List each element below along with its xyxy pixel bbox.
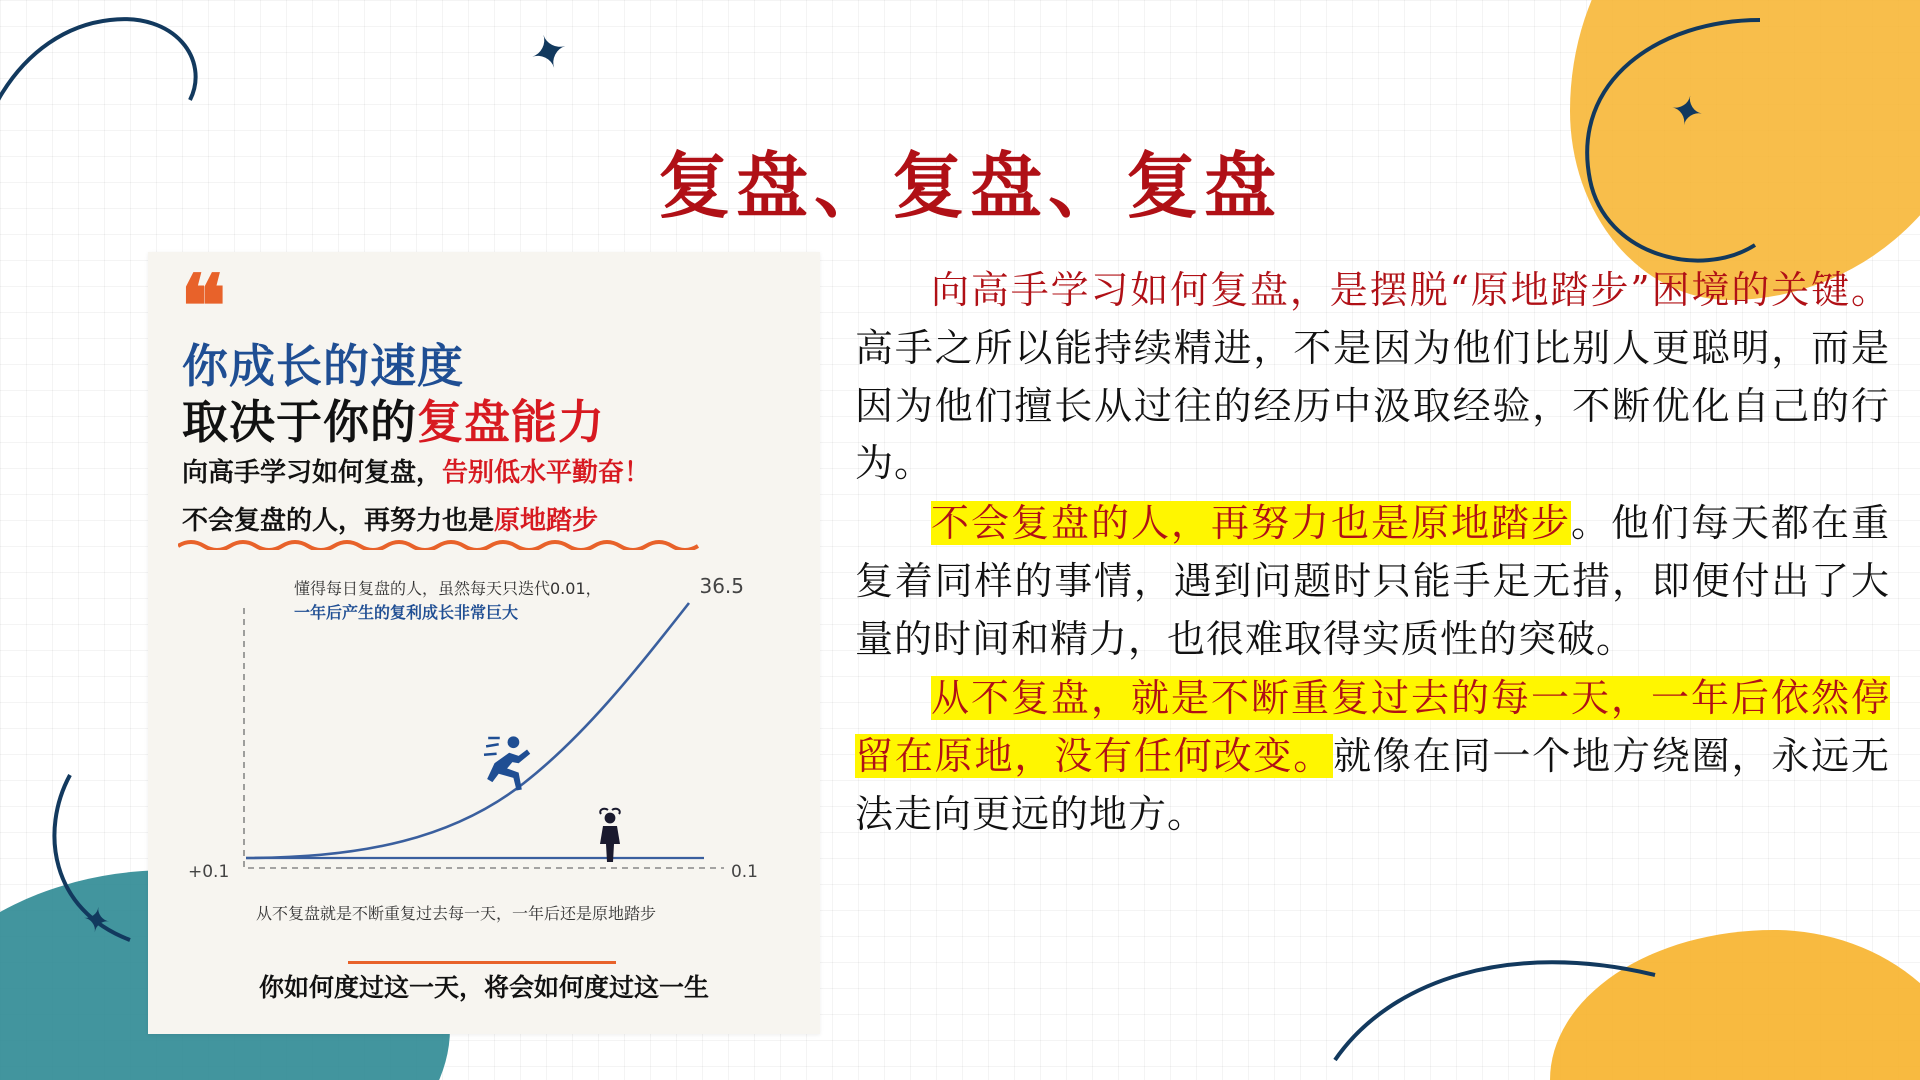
chart-caption: 从不复盘就是不断重复过去每一天，一年后还是原地踏步 xyxy=(256,904,657,923)
star-icon: ✦ xyxy=(522,22,576,83)
chart-start-label: +0.1 xyxy=(188,862,230,882)
poster-heading-line1: 你成长的速度 xyxy=(182,339,464,393)
poster-card xyxy=(148,252,820,1034)
poster-subline-2-accent: 原地踏步 xyxy=(494,506,599,536)
decorative-curve-bottom-right xyxy=(1330,920,1660,1070)
chart-note-line2: 一年后产生的复利成长非常巨大 xyxy=(294,603,519,622)
poster-heading-line2-prefix: 取决于你的 xyxy=(182,395,417,449)
paragraph-2 xyxy=(855,495,1890,668)
star-icon: ✦ xyxy=(79,901,114,942)
star-icon: ✦ xyxy=(1665,86,1708,138)
chart-end-label-top: 36.5 xyxy=(699,574,744,598)
standing-person-icon xyxy=(600,809,620,862)
poster-heading-line2-accent: 复盘能力 xyxy=(417,395,605,449)
poster-footer-text: 你如何度过这一天，将会如何度过这一生 xyxy=(258,973,709,1002)
poster-subline-1-prefix: 向高手学习如何复盘， xyxy=(182,458,443,488)
paragraph-3-highlight: 从不复盘，就是不断重复过去的每一天，一年后依然停留在原地，没有任何改变。 xyxy=(855,676,1890,778)
page-title: 复盘、复盘、复盘 xyxy=(657,143,1282,228)
decorative-curve-top-left xyxy=(0,0,220,250)
chart-note-line1: 懂得每日复盘的人，虽然每天只迭代0.01， xyxy=(294,579,602,598)
paragraph-1-rest: 高手之所以能持续精进，不是因为他们比别人更聪明，而是因为他们擅长从过往的经历中汲取经验，不断优化自己的行为。 xyxy=(855,325,1890,486)
poster-subline-1 xyxy=(182,452,650,489)
compound-growth-chart xyxy=(184,568,784,928)
wavy-underline xyxy=(178,538,708,550)
body-text xyxy=(855,262,1890,846)
paragraph-3 xyxy=(855,670,1890,843)
paragraph-3-rest: 就像在同一个地方绕圈，永远无法走向更远的地方。 xyxy=(855,734,1890,836)
quote-mark-icon: ❝ xyxy=(180,256,223,357)
poster-subline-1-accent: 告别低水平勤奋！ xyxy=(442,458,651,488)
poster-subline-2-prefix: 不会复盘的人，再努力也是 xyxy=(182,506,495,536)
poster-heading-line2 xyxy=(182,386,605,452)
paragraph-1 xyxy=(855,262,1890,493)
paragraph-2-rest: 。他们每天都在重复着同样的事情，遇到问题时只能手足无措，即便付出了大量的时间和精力，也很难取得实质性的突破。 xyxy=(855,501,1890,661)
paragraph-1-highlight-red: 向高手学习如何复盘，是摆脱“原地踏步”困境的关键。 xyxy=(931,268,1890,312)
poster-subline-2 xyxy=(182,500,598,537)
paragraph-2-highlight: 不会复盘的人，再努力也是原地踏步 xyxy=(931,501,1571,545)
chart-end-label-bottom: 0.1 xyxy=(730,862,758,882)
poster-footer-rule xyxy=(348,961,616,964)
